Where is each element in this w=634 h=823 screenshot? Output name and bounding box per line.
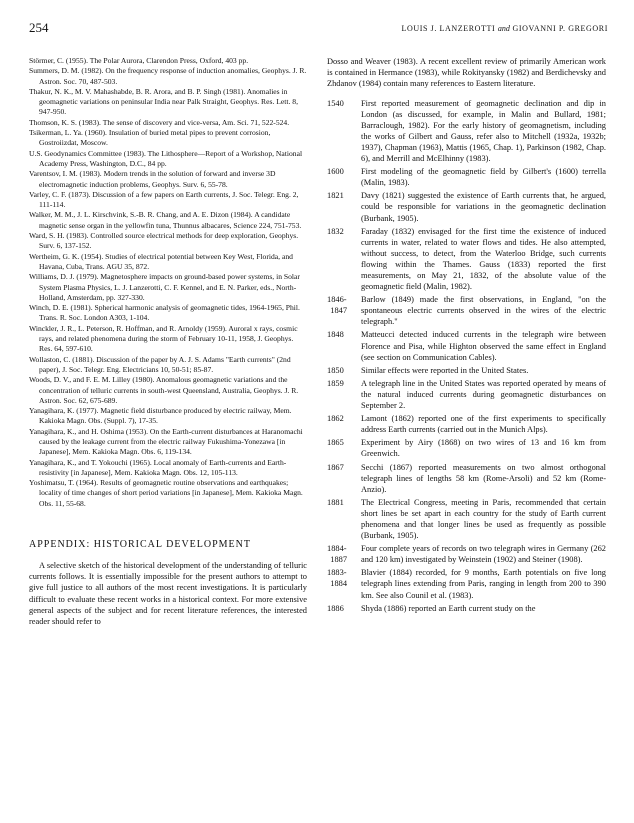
timeline-text: Blavier (1884) recorded, for 9 months, Earth potentials on five long telegraph lines extending from Paris, ranging in length from 200 to 390 km. See also Counil et al. (1983). bbox=[361, 568, 606, 600]
reference-entry: Störmer, C. (1955). The Polar Aurora, Clarendon Press, Oxford, 403 pp. bbox=[29, 56, 249, 65]
timeline-text: Lamont (1862) reported one of the first experiments to specifically address Earth currents (carried out in the Munich Alps). bbox=[361, 414, 606, 435]
timeline-year bbox=[327, 294, 361, 327]
timeline-year-start: 1832 bbox=[327, 226, 344, 236]
reference-entry: Summers, D. M. (1982). On the frequency response of induction anomalies, Geophys. J. R. Astron. Soc. 70, 487-503. bbox=[29, 66, 307, 86]
reference-entry: Winckler, J. R., L. Peterson, R. Hoffman, and R. Arnoldy (1959). Auroral x rays, cosmic rays, and related phenomena during the storm of February 10-11, 1958, J. Geophys. Res. 64, 597-610. bbox=[29, 323, 298, 354]
reference-entry: Ward, S. H. (1983). Controlled source electrical methods for deep exploration, Geophys. Surv. 6, 137-152. bbox=[29, 231, 299, 251]
timeline-text: Faraday (1832) envisaged for the first time the existence of induced currents in water, related to water flows and tides. He also attempted, without success, to detect, from the Waterloo Bridge, such currents flowing within the Thames. Gauss (1833) reported the first measurements, on May 21, 1832, of the absolute value of the geomagnetic field (Malin, 1982). bbox=[361, 226, 606, 292]
timeline-text: Experiment by Airy (1868) on two wires of 13 and 16 km from Greenwich. bbox=[361, 438, 606, 459]
timeline-year bbox=[327, 543, 361, 565]
reference-entry: Thomson, K. S. (1983). The sense of discovery and vice-versa, Am. Sci. 71, 522-524. bbox=[29, 117, 290, 127]
timeline-year bbox=[327, 567, 361, 600]
timeline-year-start: 1865 bbox=[327, 438, 344, 448]
timeline-text: Secchi (1867) reported measurements on two almost orthogonal telegraph lines of lengths 58 km (Rome-Arsoli) and 52 km (Rome-Anzio). bbox=[361, 462, 606, 494]
timeline-year-start: 1862 bbox=[327, 414, 344, 424]
timeline-entry bbox=[327, 329, 606, 362]
appendix-heading: APPENDIX: HISTORICAL DEVELOPMENT bbox=[29, 539, 251, 551]
reference-entry: Thakur, N. K., M. V. Mahashabde, B. R. Arora, and B. P. Singh (1981). Anomalies in geomagnetic variations on peninsular India near Palk Straight, Geophys. Res. Lett. 8, 947-950. bbox=[29, 86, 298, 117]
reference-entry: Walker, M. M., J. L. Kirschvink, S.-B. R. Chang, and A. E. Dizon (1984). A candidate magnetic sense organ in the yellowfin tuna, Thunnus albacares, Science 224, 751-753. bbox=[29, 210, 302, 230]
timeline-entry bbox=[327, 294, 606, 327]
timeline-text: Barlow (1849) made the first observations, in England, "on the spontaneous electric currents observed in the wires of the electric telegraph." bbox=[361, 295, 606, 327]
timeline-entry bbox=[327, 462, 606, 495]
reference-entry: Williams, D. J. (1979). Magnetosphere impacts on ground-based power systems, in Solar System Plasma Physics, L. J. Lanzerotti, C. F. Kennel, and E. N. Parker, eds., North-Holland, Amsterdam, pp. 327-330. bbox=[29, 272, 300, 302]
timeline-entry bbox=[327, 190, 606, 223]
timeline-entry bbox=[327, 166, 606, 188]
timeline-year bbox=[327, 437, 361, 459]
timeline-year-start: 1867 bbox=[327, 462, 344, 472]
timeline-entry bbox=[327, 543, 606, 565]
timeline-year bbox=[327, 497, 361, 541]
timeline-year-end: 1887 bbox=[330, 555, 347, 565]
timeline-year bbox=[327, 413, 361, 435]
timeline-year-end: 1884 bbox=[330, 579, 347, 589]
timeline-entry bbox=[327, 413, 606, 435]
timeline-year bbox=[327, 329, 361, 362]
timeline-text: Similar effects were reported in the United States. bbox=[361, 365, 529, 375]
timeline-text: Four complete years of records on two telegraph wires in Germany (262 and 120 km) investigated by Weinstein (1902) and Steiner (1908). bbox=[361, 544, 606, 565]
timeline-entry bbox=[327, 567, 606, 600]
timeline-year-start: 1881 bbox=[327, 497, 344, 507]
timeline-entry bbox=[327, 365, 606, 376]
timeline-entry bbox=[327, 437, 606, 459]
timeline-year-start: 1540 bbox=[327, 98, 344, 108]
timeline-year-start: 1846- bbox=[327, 295, 347, 305]
reference-entry: Varley, C. F. (1873). Discussion of a few papers on Earth currents, J. Soc. Telegr. Eng. 2, 111-114. bbox=[29, 189, 299, 210]
timeline-year bbox=[327, 226, 361, 293]
timeline-text: A telegraph line in the United States was reported operated by means of the natural induced currents during geomagnetic disturbances on September 2. bbox=[361, 378, 606, 411]
timeline-text: First modeling of the geomagnetic field by Gilbert's (1600) terrella (Malin, 1983). bbox=[361, 167, 606, 188]
timeline-entry bbox=[327, 98, 606, 165]
timeline-year bbox=[327, 462, 361, 495]
appendix-paragraph: A selective sketch of the historical development of the understanding of telluric currents follows. It is essentially impossible for the present authors to attempt to give full justice to all authors of the most recent investigations. It is particularly difficult to evaluate these recent works in a historical context. For more extensive general aspects of the subject and for recent literature references, the interested reader should refer to bbox=[29, 561, 307, 627]
timeline-entry bbox=[327, 226, 606, 293]
reference-entry: Yanagihara, K. (1977). Magnetic field disturbance produced by electric railway, Mem. Kakioka Magn. Obs. (Suppl. 7), 17-35. bbox=[29, 406, 292, 426]
timeline-year-start: 1848 bbox=[327, 330, 344, 340]
timeline-year-start: 1884- bbox=[327, 544, 347, 554]
timeline-year bbox=[327, 603, 361, 614]
timeline-year-end: 1847 bbox=[330, 306, 347, 316]
reference-entry: Yoshimatsu, T. (1964). Results of geomagnetic routine observations and earthquakes; locality of time changes of short period variations [in Japanese], Mem. Kakioka Magn. Obs. 11, 55-68. bbox=[29, 478, 303, 508]
timeline-year-start: 1859 bbox=[327, 378, 344, 388]
running-head-author-2: GIOVANNI P. GREGORI bbox=[512, 24, 608, 33]
timeline-year bbox=[327, 98, 361, 165]
timeline-year bbox=[327, 378, 361, 411]
timeline-year bbox=[327, 365, 361, 376]
reference-entry: U.S. Geodynamics Committee (1983). The Lithosphere—Report of a Workshop, National Academy Press, Washington, D.C., 84 pp. bbox=[29, 148, 303, 168]
timeline-year bbox=[327, 166, 361, 188]
reference-entry: Varentsov, I. M. (1983). Modern trends in the solution of forward and inverse 3D electromagnetic induction problems, Geophys. Surv. 6, 55-78. bbox=[29, 169, 276, 189]
reference-entry: Tsikerman, L. Ya. (1960). Insulation of buried metal pipes to prevent corrosion, Gostroiizdat, Moscow. bbox=[29, 128, 271, 148]
timeline-entry bbox=[327, 603, 606, 614]
timeline-entry bbox=[327, 497, 606, 541]
timeline-text: Davy (1821) suggested the existence of Earth currents that, he argued, could be responsible for variations in the geomagnetic declination (Burbank, 1905). bbox=[361, 191, 606, 223]
reference-entry: Winch, D. E. (1981). Spherical harmonic analysis of geomagnetic tides, 1964-1965, Phil. Trans. R. Soc. London A303, 1-104. bbox=[29, 303, 300, 323]
reference-entry: Wollaston, C. (1881). Discussion of the paper by A. J. S. Adams "Earth currents" (2nd paper), J. Soc. Telegr. Eng. Electricians 10, 50-51; 85-87. bbox=[29, 354, 291, 374]
running-head-and: and bbox=[497, 24, 510, 33]
timeline-year-start: 1600 bbox=[327, 167, 344, 177]
page-number: 254 bbox=[29, 20, 49, 35]
reference-entry: Woods, D. V., and F. E. M. Lilley (1980). Anomalous geomagnetic variations and the concentration of telluric currents in south-west Queensland, Australia, Geophys. J. R. Astron. Soc. 62, 675-689. bbox=[29, 375, 299, 405]
left-column bbox=[29, 56, 307, 627]
timeline-year-start: 1821 bbox=[327, 191, 344, 201]
timeline-year-start: 1883- bbox=[327, 568, 347, 578]
timeline-year-start: 1886 bbox=[327, 603, 344, 613]
timeline-year bbox=[327, 190, 361, 223]
running-head-author-1: LOUIS J. LANZEROTTI bbox=[401, 24, 496, 33]
reference-entry: Yanagihara, K., and H. Oshima (1953). On the Earth-current disturbances at Haranomachi caused by the leakage current from the electric railway Fukushima-Yonezawa [in Japanese], Mem. Kakioka Magn. Obs. 6, 119-134. bbox=[29, 426, 303, 457]
timeline-text: The Electrical Congress, meeting in Paris, recommended that certain short lines be set apart in each country for the study of Earth current phenomena and that longer lines be used as frequently as possible (Burbank, 1905). bbox=[361, 497, 606, 541]
right-column bbox=[327, 56, 606, 616]
timeline-text: Matteucci detected induced currents in the telegraph wire between Florence and Pisa, while Highton observed the same effect in England (see section on Communication Cables). bbox=[361, 330, 606, 362]
timeline-text: Shyda (1886) reported an Earth current study on the bbox=[361, 603, 536, 613]
appendix-paragraph-continued: Dosso and Weaver (1983). A recent excellent review of primarily American work is contained in Hermance (1983), while Rokityansky (1982) and Berdichevsky and Zhdanov (1984) contain many references to Eastern literature. bbox=[327, 57, 606, 89]
timeline bbox=[327, 98, 606, 614]
timeline-entry bbox=[327, 378, 606, 411]
running-head bbox=[401, 24, 608, 33]
timeline-text: First reported measurement of geomagnetic declination and dip in London (as discussed, for example, in Malin and Bullard, 1981; Barraclough, 1982). For the early history of geomagnetism, including the works of Gilbert and Gauss, refer also to Mitchell (1932a, 1932b; 1937), Chapman (1963), Mattis (1965, Chap. 1), Parkinson (1982, Chap. 6), and Merrill and McElhinny (1983). bbox=[361, 98, 606, 164]
reference-entry: Wertheim, G. K. (1954). Studies of electrical potential between Key West, Florida, and Havana, Cuba, Trans. AGU 35, 872. bbox=[29, 251, 293, 271]
reference-list bbox=[29, 56, 307, 509]
timeline-year-start: 1850 bbox=[327, 365, 344, 375]
reference-entry: Yanagihara, K., and T. Yokouchi (1965). Local anomaly of Earth-currents and Earth-resistivity [in Japanese], Mem. Kakioka Magn. Obs. 12, 105-113. bbox=[29, 457, 287, 477]
